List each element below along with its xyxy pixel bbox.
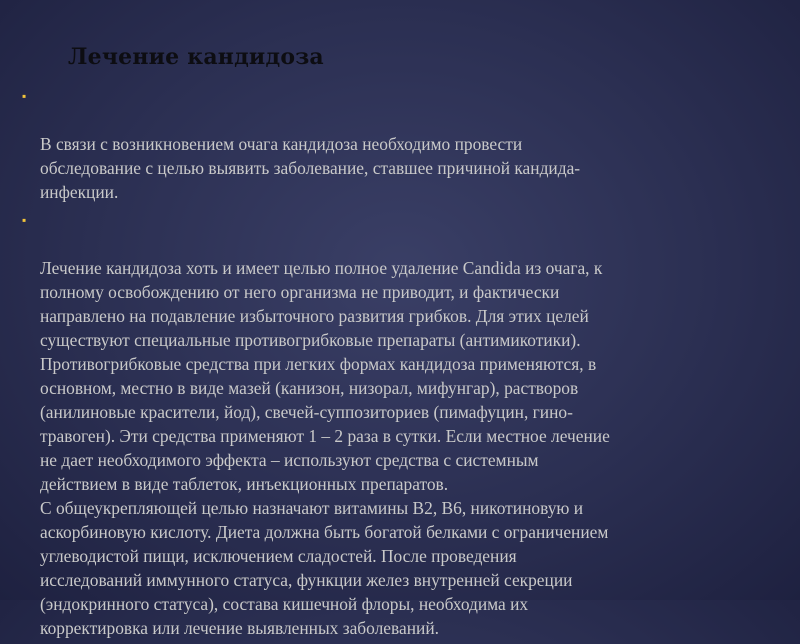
bullet-list <box>20 84 770 644</box>
bullet-item-2 <box>20 208 770 640</box>
bullet-text-2: Лечение кандидоза хоть и имеет целью полное удаление Candida из очага, к полному освобождению от него организма не приводит, и фактически направлено на подавление избыточного развития грибков. Для этих целей существуют специальные противогрибковые препараты (антимикотики). Противогрибковые средства при легких формах кандидоза применяются, в основном, местно в виде мазей (канизон, низорал, мифунгар), растворов (анилиновые красители, йод), свечей-суппозиториев (пимафуцин, гино- травоген). Эти средства применяют 1 – 2 раза в сутки. Если местное лечение не дает необходимого эффекта – используют средства с системным действием в виде таблеток, инъекционных препаратов. С общеукрепляющей целью назначают витамины В2, В6, никотиновую и аскорбиновую кислоту. Диета должна быть богатой белками с ограничением углеводистой пищи, исключением сладостей. После проведения исследований иммунного статуса, функции желез внутренней секреции (эндокринного статуса), состава кишечной флоры, необходима их корректировка или лечение выявленных заболеваний. <box>40 258 610 638</box>
slide-title: Лечение кандидоза <box>68 44 324 70</box>
square-bullet-icon: ▪ <box>22 213 27 227</box>
square-bullet-icon: ▪ <box>22 89 27 103</box>
bullet-item-1 <box>20 84 770 204</box>
bullet-text-1: В связи с возникновением очага кандидоза необходимо провести обследование с целью выявить заболевание, ставшее причиной кандида- инфекции. <box>40 134 581 202</box>
